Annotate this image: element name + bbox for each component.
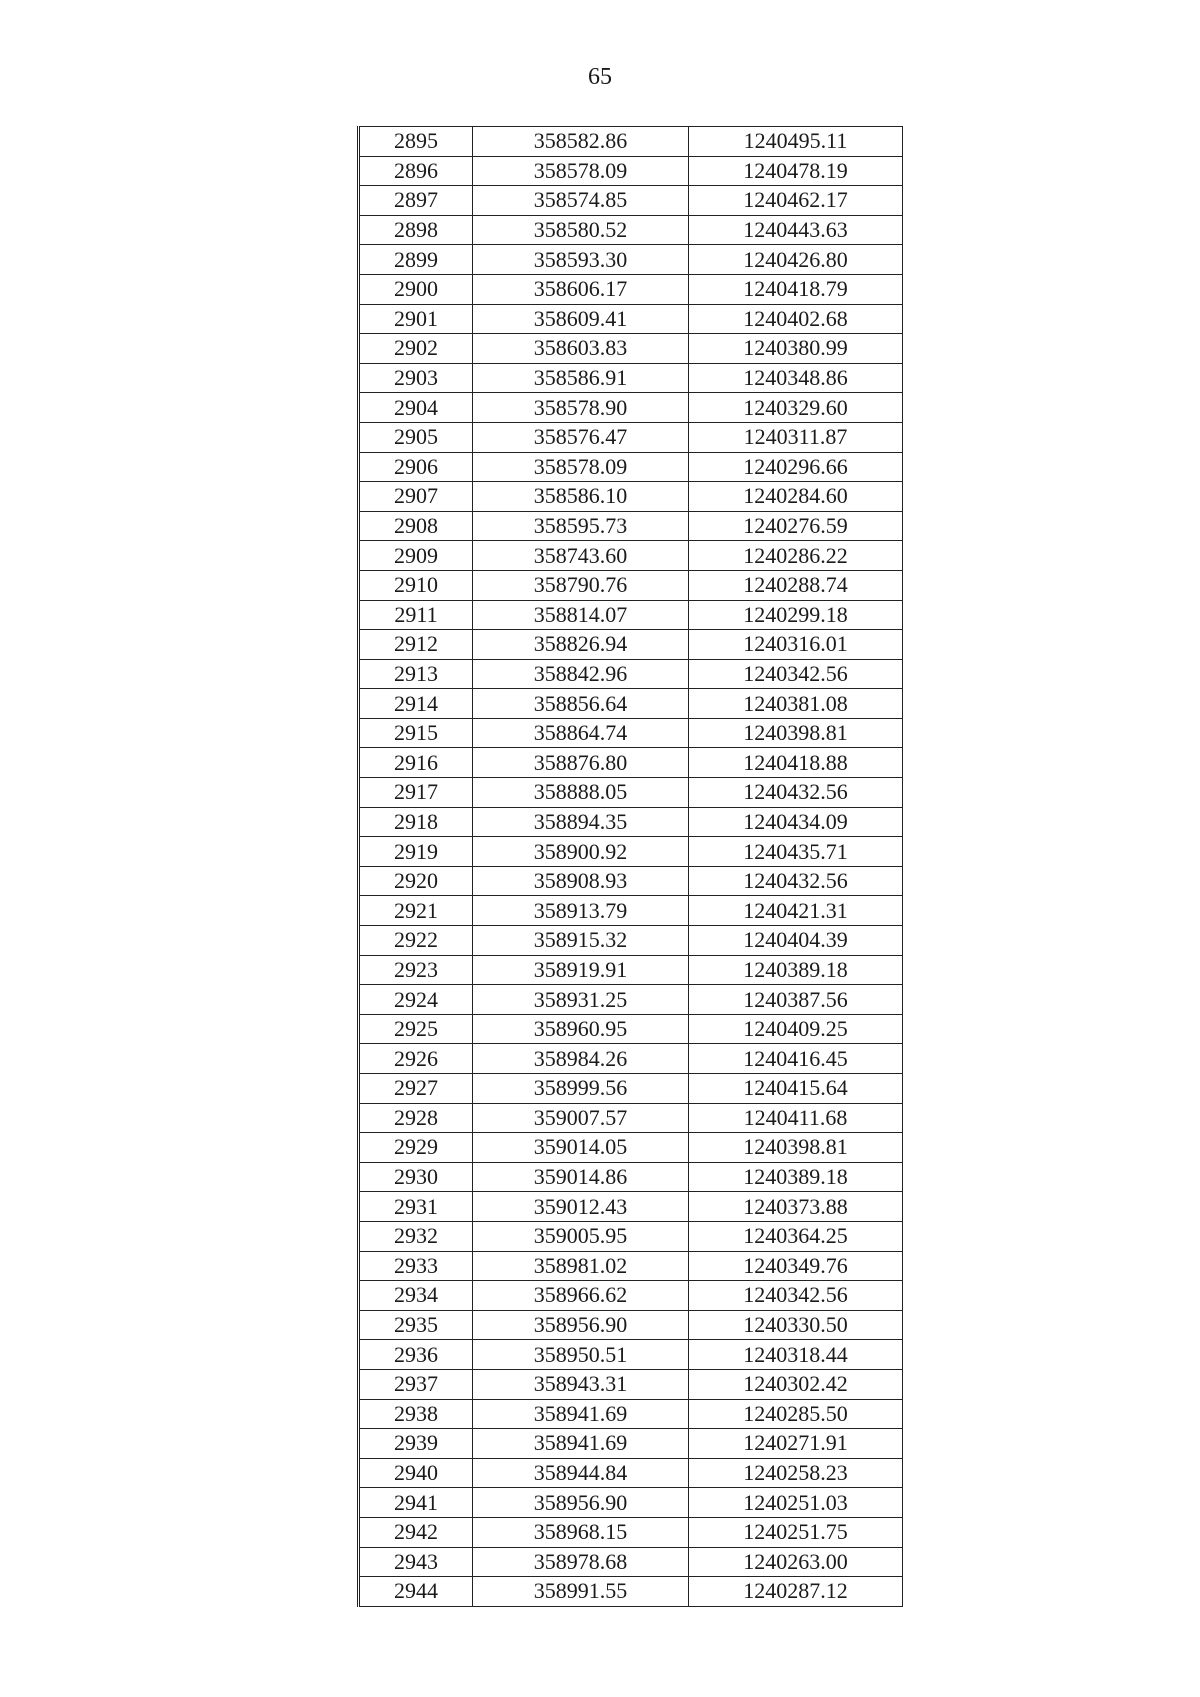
x-coordinate-cell: 358999.56 (473, 1074, 689, 1104)
point-number-cell: 2906 (359, 452, 473, 482)
point-number-cell: 2907 (359, 482, 473, 512)
x-coordinate-cell: 358743.60 (473, 541, 689, 571)
point-number-cell: 2909 (359, 541, 473, 571)
x-coordinate-cell: 358931.25 (473, 985, 689, 1015)
point-number-cell: 2912 (359, 630, 473, 660)
x-coordinate-cell: 358578.09 (473, 156, 689, 186)
point-number-cell: 2940 (359, 1458, 473, 1488)
table-row (359, 955, 903, 985)
table-row (359, 837, 903, 867)
x-coordinate-cell: 358578.90 (473, 393, 689, 423)
point-number-cell: 2920 (359, 866, 473, 896)
x-coordinate-cell: 358991.55 (473, 1577, 689, 1607)
point-number-cell: 2930 (359, 1162, 473, 1192)
x-coordinate-cell: 358582.86 (473, 127, 689, 157)
x-coordinate-cell: 358576.47 (473, 422, 689, 452)
point-number-cell: 2904 (359, 393, 473, 423)
table-row (359, 985, 903, 1015)
table-row (359, 1340, 903, 1370)
y-coordinate-cell: 1240271.91 (689, 1429, 903, 1459)
x-coordinate-cell: 358603.83 (473, 334, 689, 364)
x-coordinate-cell: 358856.64 (473, 689, 689, 719)
table-row (359, 452, 903, 482)
y-coordinate-cell: 1240286.22 (689, 541, 903, 571)
y-coordinate-cell: 1240318.44 (689, 1340, 903, 1370)
page-number: 65 (588, 64, 612, 90)
table-row (359, 1133, 903, 1163)
y-coordinate-cell: 1240251.03 (689, 1488, 903, 1518)
table-row (359, 541, 903, 571)
y-coordinate-cell: 1240432.56 (689, 778, 903, 808)
table-row (359, 304, 903, 334)
y-coordinate-cell: 1240288.74 (689, 570, 903, 600)
y-coordinate-cell: 1240434.09 (689, 807, 903, 837)
y-coordinate-cell: 1240432.56 (689, 866, 903, 896)
table-row (359, 1221, 903, 1251)
point-number-cell: 2916 (359, 748, 473, 778)
table-row (359, 1547, 903, 1577)
table-row (359, 689, 903, 719)
y-coordinate-cell: 1240342.56 (689, 659, 903, 689)
y-coordinate-cell: 1240311.87 (689, 422, 903, 452)
point-number-cell: 2923 (359, 955, 473, 985)
point-number-cell: 2901 (359, 304, 473, 334)
point-number-cell: 2935 (359, 1310, 473, 1340)
point-number-cell: 2914 (359, 689, 473, 719)
x-coordinate-cell: 358919.91 (473, 955, 689, 985)
y-coordinate-cell: 1240316.01 (689, 630, 903, 660)
table-row (359, 393, 903, 423)
x-coordinate-cell: 359014.86 (473, 1162, 689, 1192)
x-coordinate-cell: 358960.95 (473, 1014, 689, 1044)
x-coordinate-cell: 358966.62 (473, 1281, 689, 1311)
point-number-cell: 2939 (359, 1429, 473, 1459)
y-coordinate-cell: 1240387.56 (689, 985, 903, 1015)
y-coordinate-cell: 1240416.45 (689, 1044, 903, 1074)
table-row (359, 570, 903, 600)
point-number-cell: 2896 (359, 156, 473, 186)
table-row (359, 748, 903, 778)
table-row (359, 363, 903, 393)
x-coordinate-cell: 358908.93 (473, 866, 689, 896)
y-coordinate-cell: 1240284.60 (689, 482, 903, 512)
table-row (359, 778, 903, 808)
y-coordinate-cell: 1240411.68 (689, 1103, 903, 1133)
x-coordinate-cell: 358913.79 (473, 896, 689, 926)
y-coordinate-cell: 1240421.31 (689, 896, 903, 926)
x-coordinate-cell: 358606.17 (473, 274, 689, 304)
y-coordinate-cell: 1240389.18 (689, 955, 903, 985)
table-row (359, 1458, 903, 1488)
point-number-cell: 2932 (359, 1221, 473, 1251)
y-coordinate-cell: 1240443.63 (689, 215, 903, 245)
y-coordinate-cell: 1240462.17 (689, 186, 903, 216)
y-coordinate-cell: 1240302.42 (689, 1369, 903, 1399)
y-coordinate-cell: 1240404.39 (689, 926, 903, 956)
point-number-cell: 2900 (359, 274, 473, 304)
x-coordinate-cell: 358968.15 (473, 1517, 689, 1547)
table-row (359, 659, 903, 689)
table-row (359, 1429, 903, 1459)
table-row (359, 127, 903, 157)
y-coordinate-cell: 1240373.88 (689, 1192, 903, 1222)
point-number-cell: 2926 (359, 1044, 473, 1074)
y-coordinate-cell: 1240435.71 (689, 837, 903, 867)
point-number-cell: 2941 (359, 1488, 473, 1518)
table-row (359, 1251, 903, 1281)
point-number-cell: 2919 (359, 837, 473, 867)
point-number-cell: 2899 (359, 245, 473, 275)
point-number-cell: 2943 (359, 1547, 473, 1577)
x-coordinate-cell: 359012.43 (473, 1192, 689, 1222)
y-coordinate-cell: 1240342.56 (689, 1281, 903, 1311)
x-coordinate-cell: 358956.90 (473, 1488, 689, 1518)
point-number-cell: 2933 (359, 1251, 473, 1281)
table-row (359, 245, 903, 275)
y-coordinate-cell: 1240287.12 (689, 1577, 903, 1607)
y-coordinate-cell: 1240398.81 (689, 718, 903, 748)
x-coordinate-cell: 358956.90 (473, 1310, 689, 1340)
point-number-cell: 2929 (359, 1133, 473, 1163)
table-row (359, 1074, 903, 1104)
x-coordinate-cell: 359014.05 (473, 1133, 689, 1163)
table-row (359, 600, 903, 630)
point-number-cell: 2913 (359, 659, 473, 689)
table-row (359, 630, 903, 660)
y-coordinate-cell: 1240389.18 (689, 1162, 903, 1192)
table-row (359, 1281, 903, 1311)
y-coordinate-cell: 1240364.25 (689, 1221, 903, 1251)
y-coordinate-cell: 1240349.76 (689, 1251, 903, 1281)
point-number-cell: 2925 (359, 1014, 473, 1044)
x-coordinate-cell: 358790.76 (473, 570, 689, 600)
point-number-cell: 2915 (359, 718, 473, 748)
x-coordinate-cell: 359005.95 (473, 1221, 689, 1251)
point-number-cell: 2908 (359, 511, 473, 541)
x-coordinate-cell: 358826.94 (473, 630, 689, 660)
table-row (359, 186, 903, 216)
x-coordinate-cell: 358915.32 (473, 926, 689, 956)
y-coordinate-cell: 1240418.88 (689, 748, 903, 778)
point-number-cell: 2934 (359, 1281, 473, 1311)
table-row (359, 1488, 903, 1518)
y-coordinate-cell: 1240296.66 (689, 452, 903, 482)
point-number-cell: 2927 (359, 1074, 473, 1104)
y-coordinate-cell: 1240398.81 (689, 1133, 903, 1163)
y-coordinate-cell: 1240251.75 (689, 1517, 903, 1547)
x-coordinate-cell: 358900.92 (473, 837, 689, 867)
table-row (359, 1399, 903, 1429)
table-row (359, 1369, 903, 1399)
point-number-cell: 2918 (359, 807, 473, 837)
point-number-cell: 2917 (359, 778, 473, 808)
table-row (359, 482, 903, 512)
point-number-cell: 2905 (359, 422, 473, 452)
coordinates-table-body (359, 127, 903, 1607)
x-coordinate-cell: 358842.96 (473, 659, 689, 689)
point-number-cell: 2922 (359, 926, 473, 956)
y-coordinate-cell: 1240381.08 (689, 689, 903, 719)
table-row (359, 156, 903, 186)
x-coordinate-cell: 358578.09 (473, 452, 689, 482)
y-coordinate-cell: 1240409.25 (689, 1014, 903, 1044)
y-coordinate-cell: 1240263.00 (689, 1547, 903, 1577)
x-coordinate-cell: 358978.68 (473, 1547, 689, 1577)
x-coordinate-cell: 358586.10 (473, 482, 689, 512)
x-coordinate-cell: 358894.35 (473, 807, 689, 837)
x-coordinate-cell: 358944.84 (473, 1458, 689, 1488)
y-coordinate-cell: 1240495.11 (689, 127, 903, 157)
y-coordinate-cell: 1240478.19 (689, 156, 903, 186)
table-row (359, 422, 903, 452)
point-number-cell: 2895 (359, 127, 473, 157)
point-number-cell: 2902 (359, 334, 473, 364)
x-coordinate-cell: 358981.02 (473, 1251, 689, 1281)
point-number-cell: 2921 (359, 896, 473, 926)
point-number-cell: 2898 (359, 215, 473, 245)
x-coordinate-cell: 358941.69 (473, 1429, 689, 1459)
point-number-cell: 2928 (359, 1103, 473, 1133)
x-coordinate-cell: 358609.41 (473, 304, 689, 334)
point-number-cell: 2942 (359, 1517, 473, 1547)
point-number-cell: 2910 (359, 570, 473, 600)
y-coordinate-cell: 1240426.80 (689, 245, 903, 275)
point-number-cell: 2924 (359, 985, 473, 1015)
table-row (359, 896, 903, 926)
table-row (359, 274, 903, 304)
x-coordinate-cell: 358586.91 (473, 363, 689, 393)
table-row (359, 926, 903, 956)
x-coordinate-cell: 359007.57 (473, 1103, 689, 1133)
x-coordinate-cell: 358984.26 (473, 1044, 689, 1074)
point-number-cell: 2944 (359, 1577, 473, 1607)
table-row (359, 866, 903, 896)
x-coordinate-cell: 358814.07 (473, 600, 689, 630)
x-coordinate-cell: 358574.85 (473, 186, 689, 216)
point-number-cell: 2938 (359, 1399, 473, 1429)
x-coordinate-cell: 358864.74 (473, 718, 689, 748)
y-coordinate-cell: 1240299.18 (689, 600, 903, 630)
table-row (359, 1517, 903, 1547)
point-number-cell: 2931 (359, 1192, 473, 1222)
x-coordinate-cell: 358888.05 (473, 778, 689, 808)
point-number-cell: 2903 (359, 363, 473, 393)
x-coordinate-cell: 358593.30 (473, 245, 689, 275)
coordinates-table (357, 126, 903, 1607)
x-coordinate-cell: 358950.51 (473, 1340, 689, 1370)
point-number-cell: 2936 (359, 1340, 473, 1370)
y-coordinate-cell: 1240402.68 (689, 304, 903, 334)
y-coordinate-cell: 1240329.60 (689, 393, 903, 423)
y-coordinate-cell: 1240258.23 (689, 1458, 903, 1488)
y-coordinate-cell: 1240276.59 (689, 511, 903, 541)
table-row (359, 807, 903, 837)
y-coordinate-cell: 1240330.50 (689, 1310, 903, 1340)
point-number-cell: 2937 (359, 1369, 473, 1399)
point-number-cell: 2911 (359, 600, 473, 630)
point-number-cell: 2897 (359, 186, 473, 216)
table-row (359, 334, 903, 364)
x-coordinate-cell: 358580.52 (473, 215, 689, 245)
y-coordinate-cell: 1240285.50 (689, 1399, 903, 1429)
y-coordinate-cell: 1240415.64 (689, 1074, 903, 1104)
table-row (359, 1577, 903, 1607)
x-coordinate-cell: 358595.73 (473, 511, 689, 541)
y-coordinate-cell: 1240418.79 (689, 274, 903, 304)
table-row (359, 215, 903, 245)
table-row (359, 1310, 903, 1340)
table-row (359, 1014, 903, 1044)
table-row (359, 1162, 903, 1192)
y-coordinate-cell: 1240348.86 (689, 363, 903, 393)
table-row (359, 511, 903, 541)
x-coordinate-cell: 358876.80 (473, 748, 689, 778)
y-coordinate-cell: 1240380.99 (689, 334, 903, 364)
table-row (359, 1103, 903, 1133)
table-row (359, 1044, 903, 1074)
table-row (359, 718, 903, 748)
table-row (359, 1192, 903, 1222)
x-coordinate-cell: 358943.31 (473, 1369, 689, 1399)
x-coordinate-cell: 358941.69 (473, 1399, 689, 1429)
